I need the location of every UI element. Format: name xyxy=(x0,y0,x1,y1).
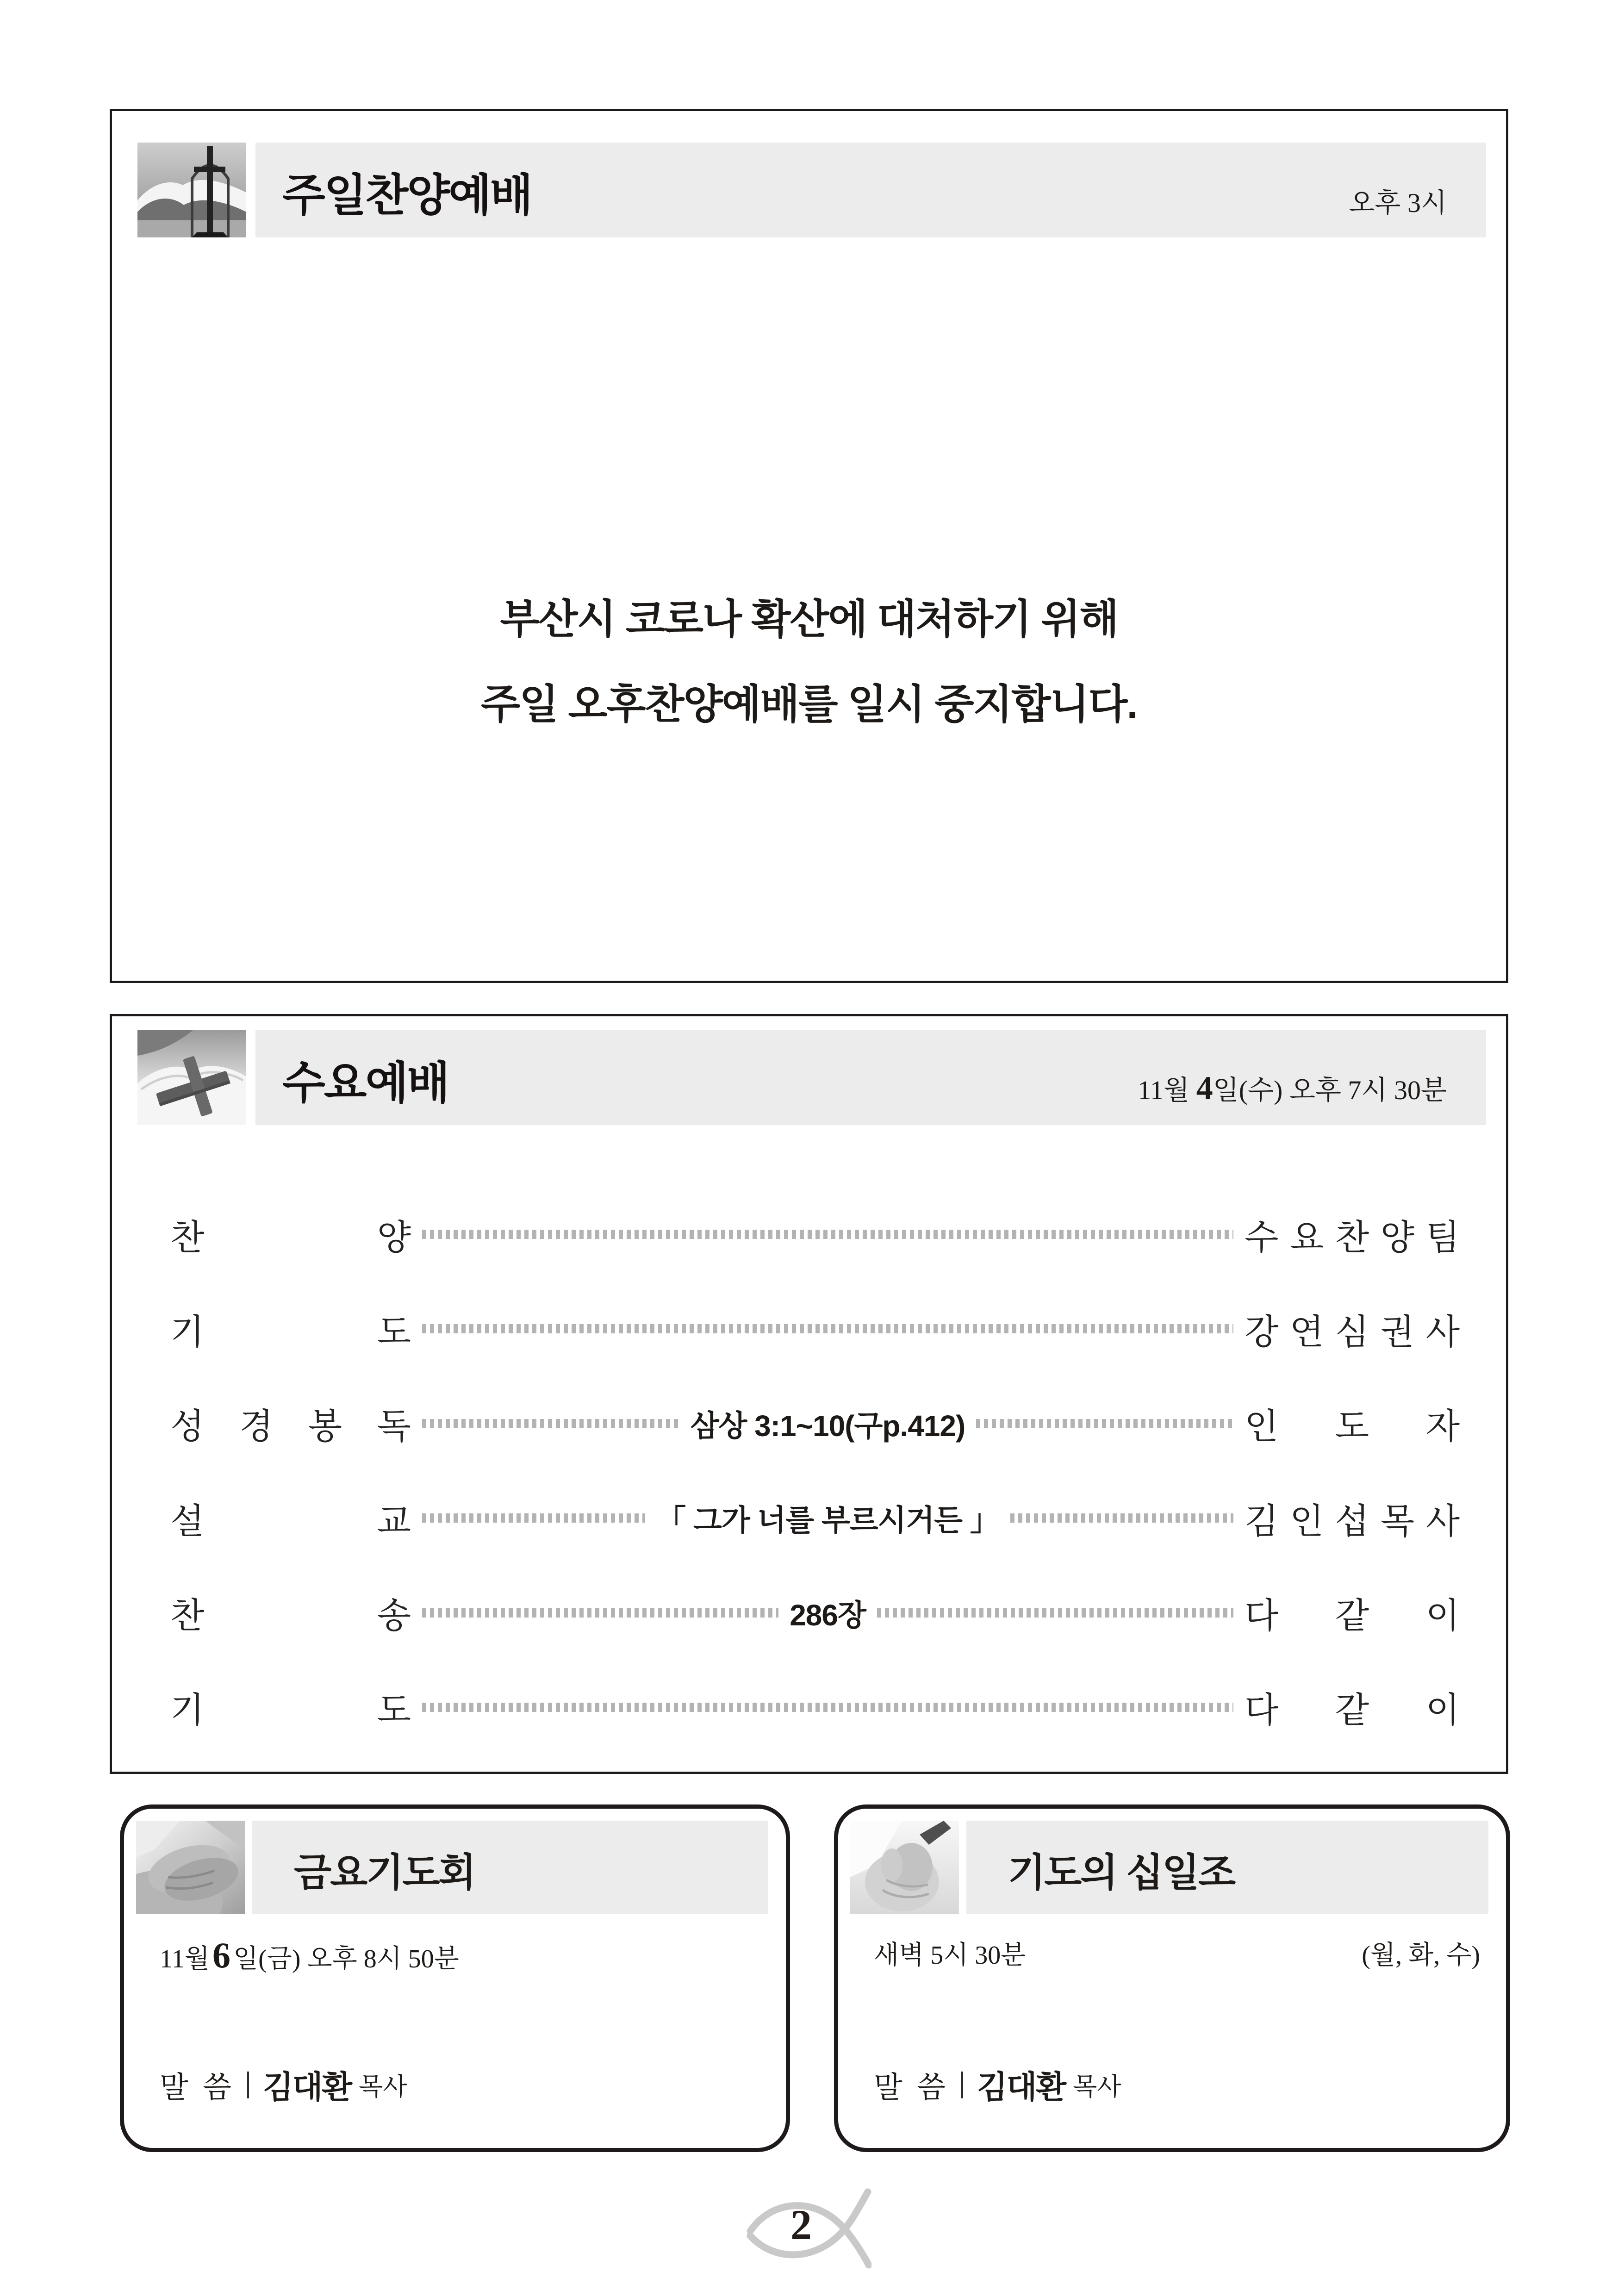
order-item-value: 삼상 3:1~10(구p.412) xyxy=(690,1409,965,1443)
order-row xyxy=(170,1499,1460,1541)
dotted-leader xyxy=(422,1703,1233,1712)
friday-header xyxy=(136,1821,768,1914)
tithe-speaker-title: 목사 xyxy=(1073,2073,1121,2101)
section-friday-prayer-meeting xyxy=(120,1804,790,2152)
wednesday-header xyxy=(137,1030,1486,1125)
wednesday-title-banner xyxy=(255,1030,1486,1125)
tithe-datetime xyxy=(874,1935,1480,1972)
dotted-leader xyxy=(422,1513,645,1523)
sunday-title: 주일찬양예배 xyxy=(282,171,532,220)
tithe-time: 새벽 5시 30분 xyxy=(874,1941,1026,1970)
friday-date-suffix: 일(금) 오후 8시 50분 xyxy=(233,1945,459,1973)
friday-speaker-line xyxy=(160,2062,407,2107)
page-footer xyxy=(0,2187,1618,2271)
order-row xyxy=(170,1688,1460,1730)
friday-date-day: 6 xyxy=(212,1935,231,1975)
notice-line-2: 주일 오후찬양예배를 일시 중지합니다. xyxy=(481,681,1137,727)
praying-hands-photo-icon xyxy=(136,1821,245,1914)
order-item-assignee: 수 요 찬 양 팀 xyxy=(1245,1218,1460,1257)
order-item-label: 찬 양 xyxy=(170,1218,411,1257)
wednesday-date-day: 4 xyxy=(1196,1070,1213,1107)
order-item-label: 설 교 xyxy=(170,1501,411,1541)
order-item-assignee: 다 같 이 xyxy=(1245,1596,1460,1636)
order-item-assignee: 강 연 심 권 사 xyxy=(1245,1312,1460,1352)
order-row xyxy=(170,1310,1460,1352)
wednesday-date-prefix: 11월 xyxy=(1138,1075,1196,1105)
clasped-hands-photo-icon xyxy=(850,1821,959,1914)
order-row xyxy=(170,1594,1460,1636)
dotted-leader xyxy=(877,1608,1233,1618)
tithe-title-banner xyxy=(966,1821,1488,1914)
page-number: 2 xyxy=(790,2201,812,2248)
dotted-leader xyxy=(976,1419,1233,1428)
dotted-leader xyxy=(422,1324,1233,1333)
order-item-label: 기 도 xyxy=(170,1691,411,1730)
cross-on-bible-photo-icon xyxy=(137,1030,246,1125)
tithe-header xyxy=(850,1821,1488,1914)
order-item-value: 286장 xyxy=(790,1598,866,1632)
wednesday-title: 수요예배 xyxy=(282,1058,448,1108)
friday-speaker-title: 목사 xyxy=(359,2073,407,2101)
friday-title: 금요기도회 xyxy=(294,1850,475,1894)
order-item-assignee: 인 도 자 xyxy=(1245,1407,1460,1447)
sunday-suspension-notice xyxy=(112,347,1506,976)
order-item-value: 「 그가 너를 부르시거든 」 xyxy=(656,1504,999,1537)
bible-cross-photo-icon xyxy=(137,143,246,237)
order-item-label: 성 경 봉 독 xyxy=(170,1407,411,1447)
tithe-speaker-name: 김대환 xyxy=(977,2070,1066,2105)
order-item-assignee: 다 같 이 xyxy=(1245,1691,1460,1730)
wednesday-date-suffix: 일(수) 오후 7시 30분 xyxy=(1213,1075,1447,1105)
dotted-leader xyxy=(1010,1513,1233,1523)
dotted-leader xyxy=(422,1419,679,1428)
order-row xyxy=(170,1405,1460,1447)
dotted-leader xyxy=(422,1608,778,1618)
notice-line-1: 부산시 코로나 확산에 대처하기 위해 xyxy=(500,596,1118,642)
order-item-label: 찬 송 xyxy=(170,1596,411,1636)
tithe-title: 기도의 십일조 xyxy=(1008,1850,1235,1894)
worship-order-list xyxy=(170,1215,1460,1730)
ichthys-fish-icon xyxy=(747,2187,871,2271)
sunday-time: 오후 3시 xyxy=(1349,187,1447,218)
friday-datetime xyxy=(160,1935,760,1976)
section-wednesday-worship xyxy=(110,1014,1508,1774)
dotted-leader xyxy=(422,1230,1233,1239)
order-item-label: 기 도 xyxy=(170,1312,411,1352)
friday-speaker-label: 말 씀 xyxy=(160,2070,231,2104)
sunday-title-banner xyxy=(255,143,1486,237)
divider-bar xyxy=(961,2072,963,2098)
wednesday-datetime xyxy=(1138,1068,1447,1108)
friday-title-banner xyxy=(252,1821,768,1914)
tithe-days: (월, 화, 수) xyxy=(1362,1941,1480,1970)
tithe-speaker-label: 말 씀 xyxy=(874,2070,946,2104)
section-tithe-of-prayer xyxy=(834,1804,1510,2152)
section-sunday-praise-worship xyxy=(110,109,1508,983)
friday-date-prefix: 11월 xyxy=(160,1945,210,1973)
tithe-speaker-line xyxy=(874,2062,1121,2107)
divider-bar xyxy=(247,2072,249,2098)
order-item-assignee: 김 인 섭 목 사 xyxy=(1245,1501,1460,1541)
friday-speaker-name: 김대환 xyxy=(263,2070,352,2105)
order-row xyxy=(170,1215,1460,1257)
sunday-header xyxy=(137,143,1486,237)
